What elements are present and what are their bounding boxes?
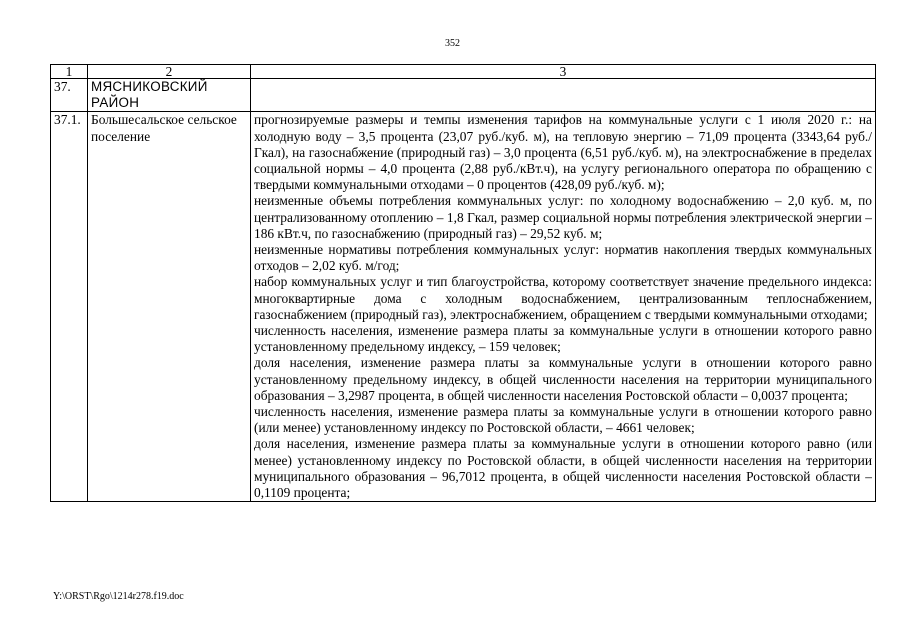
paragraph-population-equal: численность населения, изменение размера платы за коммунальные услуги в отношении которого равно установленному предельному индексу, – 159 человек; [254, 323, 872, 355]
column-header-1: 1 [51, 65, 88, 79]
column-header-2: 2 [88, 65, 251, 79]
region-name: МЯСНИКОВСКИЙ РАЙОН [88, 79, 251, 112]
paragraph-volumes: неизменные объемы потребления коммунальных услуг: по холодному водоснабжению – 2,0 куб. м, по централизованному отоплению – 1,8 Гкал, размер социальной нормы потребления электрической энергии – 186 кВт.ч, по газоснабжению (природный газ) – 29,52 куб. м; [254, 193, 872, 241]
column-header-3: 3 [251, 65, 876, 79]
table-row-region [51, 79, 876, 112]
tariff-table [50, 64, 876, 502]
table-header-row [51, 65, 876, 79]
row-number: 37.1. [51, 112, 88, 502]
settlement-description [251, 112, 876, 502]
paragraph-services-set: набор коммунальных услуг и тип благоустройства, которому соответствует значение предельного индекса: многоквартирные дома с холодным водоснабжением, централизованным теплоснабжением, газоснабжением (природный газ), электроснабжением, обращением с твердыми коммунальными отходами; [254, 274, 872, 322]
paragraph-norms: неизменные нормативы потребления коммунальных услуг: норматив накопления твердых коммунальных отходов – 2,02 куб. м/год; [254, 242, 872, 274]
region-description [251, 79, 876, 112]
table-row-settlement [51, 112, 876, 502]
settlement-name: Большесальское сельское поселение [88, 112, 251, 502]
row-number: 37. [51, 79, 88, 112]
paragraph-tariffs: прогнозируемые размеры и темпы изменения тарифов на коммунальные услуги с 1 июля 2020 г.: на холодную воду – 3,5 процента (23,07 руб./куб. м), на тепловую энергию – 71,09 процента (3343,64 руб./Гкал), на газоснабжение (природный газ) – 3,0 процента (6,51 руб./куб. м), на электроснабжение в пределах социальной нормы – 4,0 процента (2,88 руб./кВт.ч), на услугу регионального оператора по обращению с твердыми коммунальными отходами – 0 процентов (428,09 руб./куб. м); [254, 112, 872, 193]
footer-file-path: Y:\ORST\Rgo\1214r278.f19.doc [53, 591, 184, 602]
paragraph-share-less: доля населения, изменение размера платы за коммунальные услуги в отношении которого равно (или менее) установленному индексу по Ростовской области, в общей численности населения на территории муниципального образования – 96,7012 процента, в общей численности населения Ростовской области – 0,1109 процента; [254, 436, 872, 501]
page-number: 352 [445, 38, 460, 49]
paragraph-share-equal: доля населения, изменение размера платы за коммунальные услуги в отношении которого равно установленному предельному индексу, в общей численности населения на территории муниципального образования – 3,2987 процента, в общей численности населения Ростовской области – 0,0037 процента; [254, 355, 872, 403]
paragraph-population-less: численность населения, изменение размера платы за коммунальные услуги в отношении которого равно (или менее) установленному индексу по Ростовской области, – 4661 человек; [254, 404, 872, 436]
